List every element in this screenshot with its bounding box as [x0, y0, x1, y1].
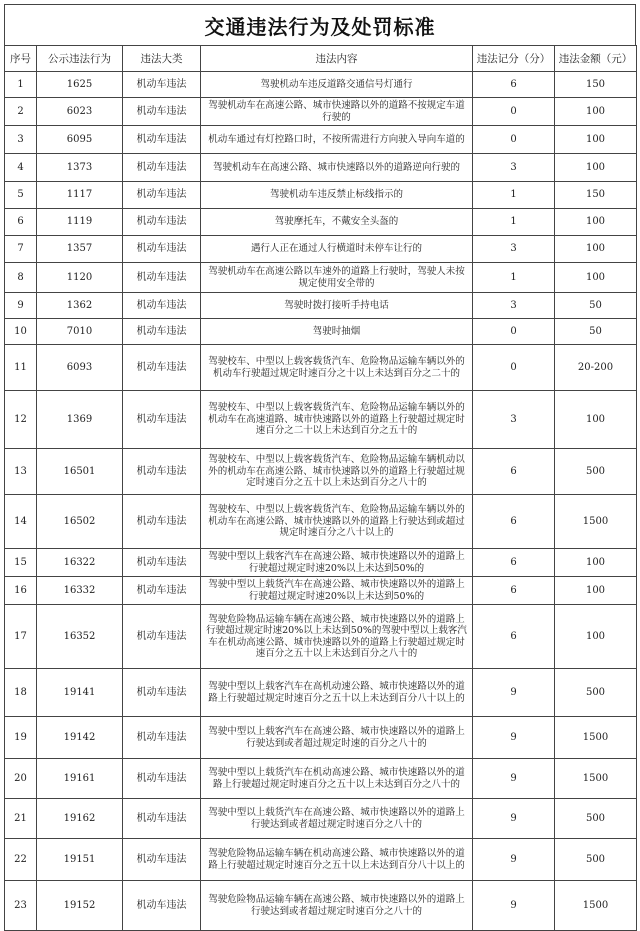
violation-content: 驾驶中型以上载货汽车在高速公路、城市快速路以外的道路上行驶达到或者超过规定时速百分之八十的	[201, 799, 473, 839]
violation-points: 9	[473, 799, 555, 839]
violation-fine: 1500	[555, 881, 637, 931]
violation-category: 机动车违法	[123, 759, 201, 799]
violation-fine: 150	[555, 182, 637, 209]
violation-points: 9	[473, 881, 555, 931]
violations-table	[4, 45, 637, 931]
violation-code: 1369	[37, 391, 123, 449]
violation-points: 0	[473, 126, 555, 154]
violation-points: 6	[473, 72, 555, 98]
violation-code: 1357	[37, 236, 123, 263]
violation-content: 驾驶中型以上载客汽车在高机动速公路、城市快速路以外的道路上行驶超过规定时速百分之五十以上未达到百分八十以上的	[201, 669, 473, 717]
violation-content: 遇行人正在通过人行横道时未停车让行的	[201, 236, 473, 263]
table-row	[5, 605, 637, 669]
header-code: 公示违法行为	[37, 46, 123, 72]
violation-content: 驾驶时拨打接听手持电话	[201, 293, 473, 319]
violation-content: 驾驶机动车在高速公路以车速外的道路上行驶时，驾驶人未按规定使用安全带的	[201, 263, 473, 293]
violation-code: 16332	[37, 577, 123, 605]
violation-code: 7010	[37, 319, 123, 345]
row-index: 16	[5, 577, 37, 605]
header-category: 违法大类	[123, 46, 201, 72]
table-row	[5, 839, 637, 881]
violation-points: 1	[473, 263, 555, 293]
violation-code: 16322	[37, 549, 123, 577]
table-row	[5, 98, 637, 126]
table-row	[5, 495, 637, 549]
violation-points: 0	[473, 98, 555, 126]
violation-content: 驾驶校车、中型以上载客载货汽车、危险物品运输车辆机动以外的机动车在高速公路、城市快速路以外的道路上行驶超过规定时速百分之五十以上未达到百分之八十的	[201, 449, 473, 495]
violation-category: 机动车违法	[123, 209, 201, 236]
violation-fine: 20-200	[555, 345, 637, 391]
row-index: 22	[5, 839, 37, 881]
row-index: 18	[5, 669, 37, 717]
table-row	[5, 345, 637, 391]
violation-points: 0	[473, 319, 555, 345]
violation-points: 6	[473, 449, 555, 495]
violation-points: 3	[473, 236, 555, 263]
violation-points: 9	[473, 717, 555, 759]
violation-category: 机动车违法	[123, 549, 201, 577]
row-index: 17	[5, 605, 37, 669]
table-row	[5, 799, 637, 839]
violation-points: 3	[473, 293, 555, 319]
violation-category: 机动车违法	[123, 839, 201, 881]
violation-category: 机动车违法	[123, 236, 201, 263]
violation-code: 19161	[37, 759, 123, 799]
table-row	[5, 263, 637, 293]
violation-content: 驾驶校车、中型以上载客载货汽车、危险物品运输车辆以外的机动车在高速公路、城市快速路以外的道路上行驶达到或超过规定时速百分之八十以上的	[201, 495, 473, 549]
row-index: 14	[5, 495, 37, 549]
violation-category: 机动车违法	[123, 449, 201, 495]
row-index: 8	[5, 263, 37, 293]
violation-points: 9	[473, 669, 555, 717]
violation-fine: 500	[555, 839, 637, 881]
table-row	[5, 759, 637, 799]
violation-fine: 100	[555, 209, 637, 236]
table-row	[5, 209, 637, 236]
violation-fine: 1500	[555, 717, 637, 759]
violation-points: 9	[473, 759, 555, 799]
violation-category: 机动车违法	[123, 669, 201, 717]
row-index: 19	[5, 717, 37, 759]
table-row	[5, 293, 637, 319]
violation-fine: 100	[555, 154, 637, 182]
violation-category: 机动车违法	[123, 72, 201, 98]
violation-content: 驾驶危险物品运输车辆在高速公路、城市快速路以外的道路上行驶超过规定时速20%以上未达到50%的驾驶中型以上载客汽车在机动高速公路、城市快速路以外的道路上行驶超过规定时速百分之五十以上未达到百分之八十的	[201, 605, 473, 669]
violation-fine: 50	[555, 319, 637, 345]
violation-category: 机动车违法	[123, 881, 201, 931]
row-index: 10	[5, 319, 37, 345]
violation-category: 机动车违法	[123, 98, 201, 126]
row-index: 1	[5, 72, 37, 98]
violation-code: 1120	[37, 263, 123, 293]
violation-content: 驾驶机动车在高速公路、城市快速路以外的道路逆向行驶的	[201, 154, 473, 182]
document-title: 交通违法行为及处罚标准	[4, 4, 636, 45]
violation-content: 驾驶校车、中型以上载客载货汽车、危险物品运输车辆以外的机动车在高速道路、城市快速路以外的道路上行驶超过规定时速百分之二十以上未达到百分之五十的	[201, 391, 473, 449]
table-row	[5, 154, 637, 182]
violation-fine: 1500	[555, 759, 637, 799]
violation-content: 驾驶校车、中型以上载客载货汽车、危险物品运输车辆以外的机动车行驶超过规定时速百分之十以上未达到百分之二十的	[201, 345, 473, 391]
violation-fine: 500	[555, 669, 637, 717]
table-header-row	[5, 46, 637, 72]
violation-fine: 100	[555, 391, 637, 449]
violation-fine: 100	[555, 577, 637, 605]
violation-fine: 100	[555, 549, 637, 577]
violation-category: 机动车违法	[123, 391, 201, 449]
violation-content: 驾驶机动车违反禁止标线指示的	[201, 182, 473, 209]
violation-category: 机动车违法	[123, 799, 201, 839]
violation-points: 3	[473, 391, 555, 449]
violation-content: 驾驶机动车违反道路交通信号灯通行	[201, 72, 473, 98]
violation-content: 驾驶机动车在高速公路、城市快速路以外的道路不按规定车道行驶的	[201, 98, 473, 126]
violation-fine: 150	[555, 72, 637, 98]
violation-content: 驾驶中型以上载货汽车在机动高速公路、城市快速路以外的道路上行驶超过规定时速百分之五十以上未达到百分之八十的	[201, 759, 473, 799]
table-row	[5, 391, 637, 449]
violation-category: 机动车违法	[123, 319, 201, 345]
violation-code: 6093	[37, 345, 123, 391]
row-index: 11	[5, 345, 37, 391]
header-index: 序号	[5, 46, 37, 72]
violation-code: 19151	[37, 839, 123, 881]
violation-points: 1	[473, 182, 555, 209]
violation-category: 机动车违法	[123, 263, 201, 293]
violation-content: 驾驶中型以上载客汽车在高速公路、城市快速路以外的道路上行驶达到或者超过规定时速的百分之八十的	[201, 717, 473, 759]
table-row	[5, 72, 637, 98]
violation-fine: 100	[555, 605, 637, 669]
violation-code: 1373	[37, 154, 123, 182]
violation-category: 机动车违法	[123, 182, 201, 209]
violation-code: 19141	[37, 669, 123, 717]
violation-fine: 100	[555, 98, 637, 126]
violation-points: 3	[473, 154, 555, 182]
violation-content: 驾驶中型以上载货汽车在高速公路、城市快速路以外的道路上行驶超过规定时速20%以上未达到50%的	[201, 577, 473, 605]
standards-sheet	[4, 4, 636, 931]
violation-content: 驾驶危险物品运输车辆在高速公路、城市快速路以外的道路上行驶达到或者超过规定时速百分之八十的	[201, 881, 473, 931]
header-points: 违法记分（分）	[473, 46, 555, 72]
violation-content: 驾驶时抽烟	[201, 319, 473, 345]
table-row	[5, 449, 637, 495]
violation-category: 机动车违法	[123, 717, 201, 759]
row-index: 4	[5, 154, 37, 182]
violation-points: 1	[473, 209, 555, 236]
violation-content: 机动车通过有灯控路口时，不按所需进行方向驶入导向车道的	[201, 126, 473, 154]
table-row	[5, 717, 637, 759]
row-index: 15	[5, 549, 37, 577]
violation-content: 驾驶摩托车，不戴安全头盔的	[201, 209, 473, 236]
violation-category: 机动车违法	[123, 345, 201, 391]
header-fine: 违法金额（元）	[555, 46, 637, 72]
row-index: 5	[5, 182, 37, 209]
violation-points: 6	[473, 549, 555, 577]
violation-fine: 100	[555, 126, 637, 154]
row-index: 21	[5, 799, 37, 839]
table-row	[5, 881, 637, 931]
row-index: 9	[5, 293, 37, 319]
row-index: 6	[5, 209, 37, 236]
violation-points: 9	[473, 839, 555, 881]
row-index: 20	[5, 759, 37, 799]
table-row	[5, 126, 637, 154]
violation-code: 6023	[37, 98, 123, 126]
violation-code: 1625	[37, 72, 123, 98]
row-index: 7	[5, 236, 37, 263]
violation-category: 机动车违法	[123, 126, 201, 154]
row-index: 13	[5, 449, 37, 495]
violation-code: 1362	[37, 293, 123, 319]
table-row	[5, 669, 637, 717]
violation-category: 机动车违法	[123, 293, 201, 319]
violation-content: 驾驶危险物品运输车辆在机动高速公路、城市快速路以外的道路上行驶超过规定时速百分之五十以上未达到百分八十以上的	[201, 839, 473, 881]
violation-code: 16352	[37, 605, 123, 669]
violation-category: 机动车违法	[123, 495, 201, 549]
violation-fine: 1500	[555, 495, 637, 549]
header-content: 违法内容	[201, 46, 473, 72]
violation-fine: 500	[555, 449, 637, 495]
violation-fine: 50	[555, 293, 637, 319]
row-index: 2	[5, 98, 37, 126]
table-row	[5, 182, 637, 209]
table-row	[5, 236, 637, 263]
violation-code: 16501	[37, 449, 123, 495]
violation-category: 机动车违法	[123, 605, 201, 669]
violation-code: 6095	[37, 126, 123, 154]
violation-code: 1119	[37, 209, 123, 236]
table-row	[5, 319, 637, 345]
violation-content: 驾驶中型以上载客汽车在高速公路、城市快速路以外的道路上行驶超过规定时速20%以上未达到50%的	[201, 549, 473, 577]
violation-code: 19152	[37, 881, 123, 931]
violation-fine: 100	[555, 236, 637, 263]
violation-code: 16502	[37, 495, 123, 549]
violation-category: 机动车违法	[123, 577, 201, 605]
violation-code: 19142	[37, 717, 123, 759]
row-index: 3	[5, 126, 37, 154]
table-row	[5, 549, 637, 577]
violation-points: 0	[473, 345, 555, 391]
table-row	[5, 577, 637, 605]
violation-points: 6	[473, 495, 555, 549]
violation-points: 6	[473, 605, 555, 669]
row-index: 12	[5, 391, 37, 449]
violation-fine: 500	[555, 799, 637, 839]
row-index: 23	[5, 881, 37, 931]
violation-points: 6	[473, 577, 555, 605]
violation-fine: 100	[555, 263, 637, 293]
violation-code: 19162	[37, 799, 123, 839]
violation-category: 机动车违法	[123, 154, 201, 182]
violation-code: 1117	[37, 182, 123, 209]
